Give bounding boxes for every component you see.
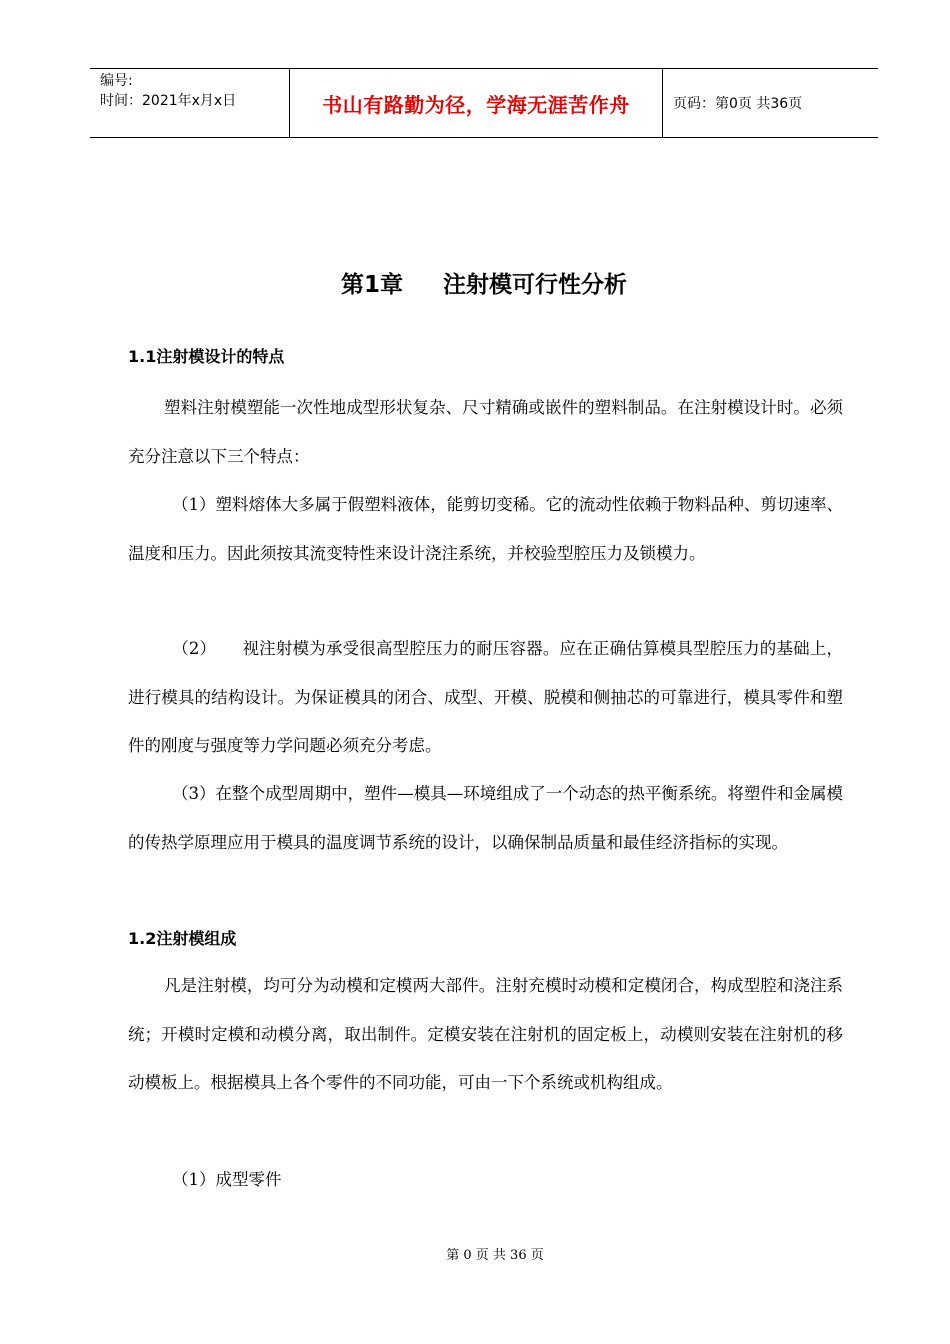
paragraph-text: 凡是注射模，均可分为动模和定模两大部件。注射充模时动模和定模闭合，构成型腔和浇注系统；开模时定模和动模分离，取出制件。定模安装在注射机的固定板上，动模则安装在注射机的移动模板上。根据模具上各个零件的不同功能，可由一下个系统或机构组成。 bbox=[128, 976, 843, 1092]
paragraph-text: （2） bbox=[172, 639, 217, 658]
footer-page-number: 第 0 页 共 36 页 bbox=[446, 1248, 544, 1263]
paragraph bbox=[128, 384, 843, 481]
paragraph-text: 塑料注射模塑能一次性地成型形状复杂、尺寸精确或嵌件的塑料制品。在注射模设计时。必须充分注意以下三个特点： bbox=[128, 398, 843, 466]
page-footer bbox=[0, 1246, 950, 1266]
document-header bbox=[90, 68, 878, 138]
document-time-label: 时间：2021年x月x日 bbox=[100, 93, 237, 109]
section-heading: 1.1注射模设计的特点 bbox=[128, 347, 285, 366]
chapter-name: 注射模可行性分析 bbox=[443, 272, 627, 298]
paragraph bbox=[128, 625, 843, 771]
paragraph bbox=[128, 770, 843, 867]
paragraph bbox=[128, 1156, 843, 1205]
header-page-label: 页码：第0页 共36页 bbox=[673, 96, 803, 112]
header-page-cell bbox=[663, 69, 878, 137]
paragraph bbox=[128, 481, 843, 578]
paragraph bbox=[128, 962, 843, 1108]
header-motto: 书山有路勤为径，学海无涯苦作舟 bbox=[322, 92, 630, 117]
paragraph-text: 视注射模为承受很高型腔压力的耐压容器。应在正确估算模具型腔压力的基础上，进行模具的结构设计。为保证模具的闭合、成型、开模、脱模和侧抽芯的可靠进行，模具零件和塑件的刚度与强度等力学问题必须充分考虑。 bbox=[128, 639, 843, 755]
header-motto-cell bbox=[290, 69, 663, 137]
header-meta-cell bbox=[90, 69, 290, 137]
section-heading: 1.2注射模组成 bbox=[128, 929, 237, 948]
document-number-label: 编号: bbox=[100, 73, 133, 89]
paragraph-text: （1）塑料熔体大多属于假塑料液体，能剪切变稀。它的流动性依赖于物料品种、剪切速率、温度和压力。因此须按其流变特性来设计浇注系统，并校验型腔压力及锁模力。 bbox=[128, 495, 843, 563]
chapter-title bbox=[0, 268, 950, 302]
paragraph-text: （3）在整个成型周期中，塑件—模具—环境组成了一个动态的热平衡系统。将塑件和金属模的传热学原理应用于模具的温度调节系统的设计，以确保制品质量和最佳经济指标的实现。 bbox=[128, 784, 843, 852]
paragraph-text: （1）成型零件 bbox=[172, 1170, 282, 1189]
chapter-number: 第1章 bbox=[340, 272, 403, 298]
